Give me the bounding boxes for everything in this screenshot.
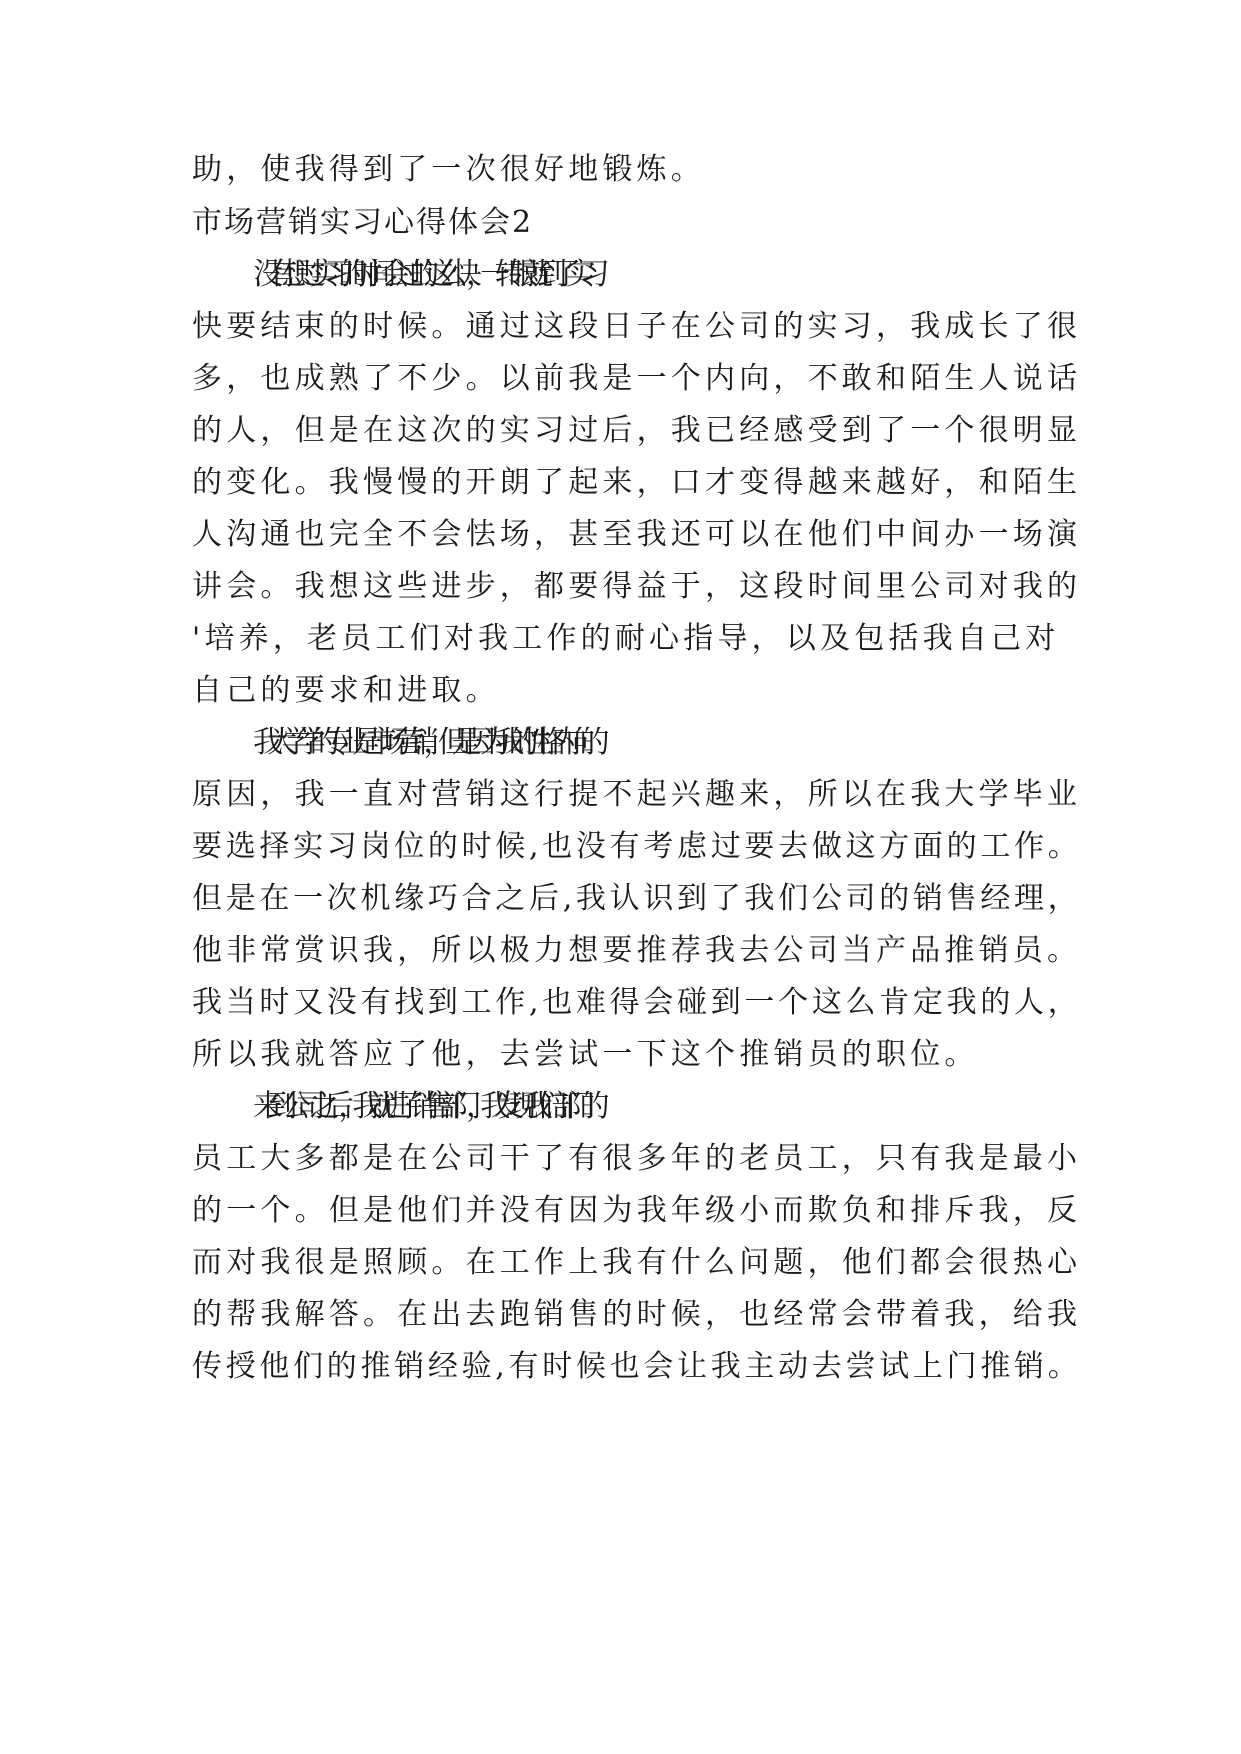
text-line: 而对我很是照顾。在工作上我有什么问题，他们都会很热心	[192, 1245, 1082, 1280]
text-line: 所以我就答应了他，去尝试一下这个推销员的职位。	[192, 1037, 979, 1072]
text-line: 快要结束的时候。通过这段日子在公司的实习，我成长了很	[192, 309, 1082, 344]
text-line: 来到公司之后，我就进了销售部门，我发现我们部门的	[253, 1089, 594, 1124]
text-line: 没有想过实习的时间会过的这么快，一转眼就到了实习	[253, 257, 594, 292]
text-line: 的一个。但是他们并没有因为我年级小而欺负和排斥我，反	[192, 1193, 1082, 1228]
text-line: 我当时又没有找到工作,也难得会碰到一个这么肯定我的人，	[192, 985, 1082, 1020]
text-line: 讲会。我想这些进步，都要得益于，这段时间里公司对我的	[192, 569, 1082, 604]
text-line: 的变化。我慢慢的开朗了起来，口才变得越来越好，和陌生	[192, 465, 1082, 500]
section-heading: 市场营销实习心得体会2	[192, 205, 534, 240]
text-line: 但是在一次机缘巧合之后,我认识到了我们公司的销售经理，	[192, 881, 1082, 916]
text-line: 的帮我解答。在出去跑销售的时候，也经常会带着我，给我	[192, 1297, 1082, 1332]
text-line: 我大学学的专业是市场营销，但是因为我的性格内向的	[253, 725, 594, 760]
text-line: '培养，老员工们对我工作的耐心指导，以及包括我自己对	[192, 621, 1060, 656]
text-line: 的人，但是在这次的实习过后，我已经感受到了一个很明显	[192, 413, 1082, 448]
text-line: 多，也成熟了不少。以前我是一个内向，不敢和陌生人说话	[192, 361, 1082, 396]
text-line: 传授他们的推销经验,有时候也会让我主动去尝试上门推销。	[192, 1349, 1082, 1384]
text-line: 人沟通也完全不会怯场，甚至我还可以在他们中间办一场演	[192, 517, 1082, 552]
text-line: 员工大多都是在公司干了有很多年的老员工，只有我是最小	[192, 1141, 1082, 1176]
text-line: 他非常赏识我，所以极力想要推荐我去公司当产品推销员。	[192, 933, 1082, 968]
text-line: 自己的要求和进取。	[192, 673, 500, 708]
text-line: 助，使我得到了一次很好地锻炼。	[192, 152, 705, 187]
text-line: 原因，我一直对营销这行提不起兴趣来，所以在我大学毕业	[192, 777, 1082, 812]
text-line: 要选择实习岗位的时候,也没有考虑过要去做这方面的工作。	[192, 829, 1082, 864]
